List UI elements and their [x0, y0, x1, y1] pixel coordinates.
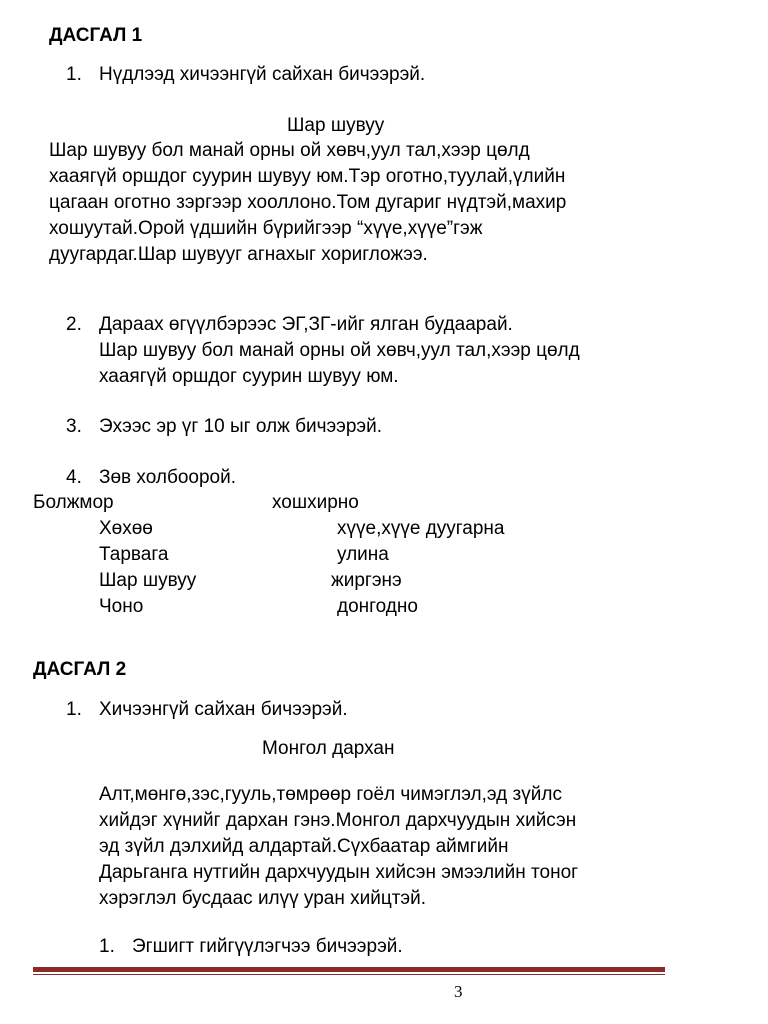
story-line: эд зүйл дэлхийд алдартай.Сүхбаатар аймгийн: [99, 836, 509, 857]
match-right-item: жиргэнэ: [331, 570, 402, 591]
match-right-item: хүүе,хүүе дуугарна: [337, 518, 505, 539]
story-line: цагаан оготно зэргээр хооллоно.Том дугариг нүдтэй,махир: [49, 192, 567, 213]
ex1-item2-number: 2.: [66, 314, 82, 335]
footer-rule-thick: [33, 967, 665, 972]
story-title-smith: Монгол дархан: [262, 738, 395, 759]
match-right-header: хошхирно: [272, 492, 359, 513]
exercise-2-heading: ДАСГАЛ 2: [33, 659, 127, 680]
ex1-item4-number: 4.: [66, 467, 82, 488]
match-left-header: Болжмор: [33, 492, 114, 513]
ex2-sub1-text: Эгшигт гийгүүлэгчээ бичээрэй.: [132, 936, 403, 957]
story-line: Алт,мөнгө,зэс,гууль,төмрөөр гоёл чимэглэл,эд зүйлс: [99, 784, 562, 805]
ex1-item1-text: Нүдлээд хичээнгүй сайхан бичээрэй.: [99, 64, 426, 85]
ex1-item3-number: 3.: [66, 416, 82, 437]
match-left-item: Хөхөө: [99, 518, 153, 539]
footer-rule-thin: [33, 974, 665, 975]
ex1-item1-number: 1.: [66, 64, 82, 85]
story-line: хааягүй оршдог суурин шувуу юм.Тэр оготно,туулай,үлийн: [49, 166, 566, 187]
match-left-item: Чоно: [99, 596, 144, 617]
story-line: Дарьганга нутгийн дархчуудын хийсэн эмээлийн тоног: [99, 862, 579, 883]
story-line: хийдэг хүнийг дархан гэнэ.Монгол дархчуудын хийсэн: [99, 810, 577, 831]
story-line: хэрэглэл бусдаас илүү уран хийцтэй.: [99, 888, 427, 909]
ex1-item2-text: [99, 312, 580, 390]
ex2-item1-text: Хичээнгүй сайхан бичээрэй.: [99, 699, 348, 720]
ex1-item4-text: Зөв холбоорой.: [99, 467, 236, 488]
ex2-sub1-number: 1.: [99, 936, 115, 957]
match-left-item: Тарвага: [99, 544, 169, 565]
story-line: хошуутай.Орой үдшийн бүрийгээр “хүүе,хүүе”гэж: [49, 218, 483, 239]
story-line: Шар шувуу бол манай орны ой хөвч,уул тал,хээр цөлд: [49, 140, 530, 161]
page-number: 3: [454, 982, 463, 1001]
ex1-item3-text: Эхээс эр үг 10 ыг олж бичээрэй.: [99, 416, 383, 437]
story-body-owl: [49, 138, 566, 268]
match-right-item: донгодно: [337, 596, 418, 617]
item2-line: хааягүй оршдог суурин шувуу юм.: [99, 366, 399, 387]
item2-line: Дараах өгүүлбэрээс ЭГ,ЗГ-ийг ялган будаарай.: [99, 314, 513, 335]
story-title-owl: Шар шувуу: [287, 115, 385, 136]
exercise-1-heading: ДАСГАЛ 1: [49, 25, 143, 46]
match-left-item: Шар шувуу: [99, 570, 197, 591]
ex2-item1-number: 1.: [66, 699, 82, 720]
item2-line: Шар шувуу бол манай орны ой хөвч,уул тал,хээр цөлд: [99, 340, 580, 361]
story-body-smith: [99, 782, 578, 912]
match-right-item: улина: [337, 544, 389, 565]
story-line: дуугардаг.Шар шувууг агнахыг хоригложээ.: [49, 244, 428, 265]
